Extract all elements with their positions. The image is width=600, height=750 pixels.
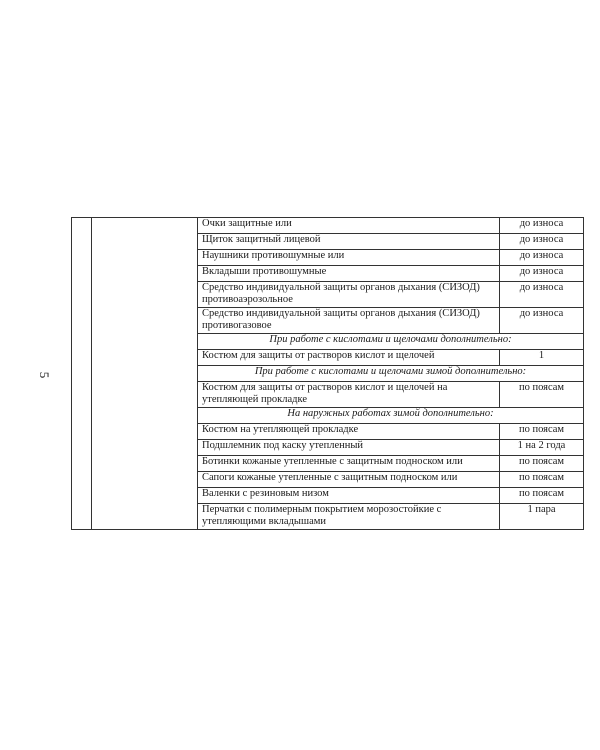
item-name: Средство индивидуальной защиты органов дыхания (СИЗОД) противогазовое xyxy=(198,308,500,334)
item-norm: до износа xyxy=(500,218,584,234)
ppe-norms-table xyxy=(71,217,584,530)
item-norm: по поясам xyxy=(500,382,584,408)
item-name: Перчатки с полимерным покрытием морозостойкие с утепляющими вкладышами xyxy=(198,504,500,530)
table-row xyxy=(72,218,584,234)
item-norm: до износа xyxy=(500,250,584,266)
item-name: Костюм на утепляющей прокладке xyxy=(198,424,500,440)
item-norm: 1 xyxy=(500,350,584,366)
section-heading: При работе с кислотами и щелочами зимой дополнительно: xyxy=(198,366,584,382)
item-name: Средство индивидуальной защиты органов дыхания (СИЗОД) противоаэрозольное xyxy=(198,282,500,308)
item-name: Вкладыши противошумные xyxy=(198,266,500,282)
section-heading: При работе с кислотами и щелочами дополнительно: xyxy=(198,334,584,350)
item-name: Наушники противошумные или xyxy=(198,250,500,266)
item-name: Щиток защитный лицевой xyxy=(198,234,500,250)
item-norm: 1 на 2 года xyxy=(500,440,584,456)
item-norm: по поясам xyxy=(500,456,584,472)
item-name: Подшлемник под каску утепленный xyxy=(198,440,500,456)
item-norm: по поясам xyxy=(500,488,584,504)
item-norm: по поясам xyxy=(500,424,584,440)
item-name: Ботинки кожаные утепленные с защитным подноском или xyxy=(198,456,500,472)
item-norm: до износа xyxy=(500,282,584,308)
item-name: Валенки с резиновым низом xyxy=(198,488,500,504)
item-name: Костюм для защиты от растворов кислот и щелочей на утепляющей прокладке xyxy=(198,382,500,408)
item-name: Сапоги кожаные утепленные с защитным подноском или xyxy=(198,472,500,488)
item-norm: 1 пара xyxy=(500,504,584,530)
item-name: Очки защитные или xyxy=(198,218,500,234)
section-heading: На наружных работах зимой дополнительно: xyxy=(198,408,584,424)
page-number: 5 xyxy=(37,371,52,379)
row-number-column xyxy=(72,218,92,530)
item-norm: до износа xyxy=(500,266,584,282)
item-norm: до износа xyxy=(500,234,584,250)
item-norm: до износа xyxy=(500,308,584,334)
profession-column xyxy=(92,218,198,530)
item-norm: по поясам xyxy=(500,472,584,488)
item-name: Костюм для защиты от растворов кислот и щелочей xyxy=(198,350,500,366)
